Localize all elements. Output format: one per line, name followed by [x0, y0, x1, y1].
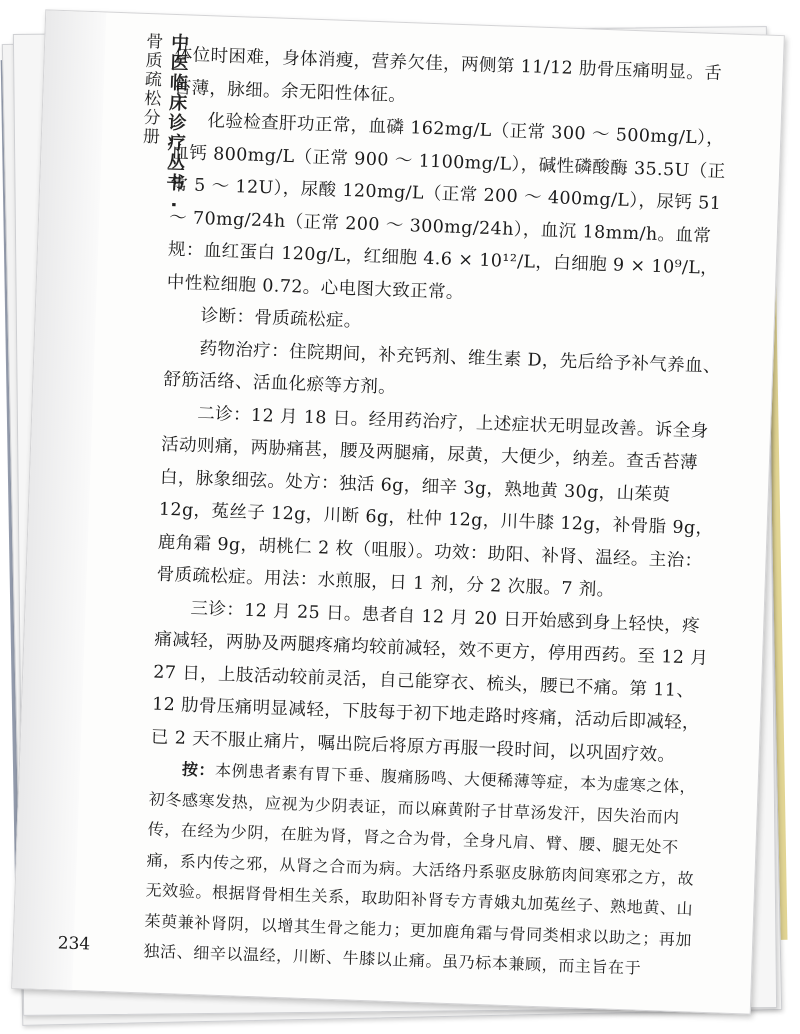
- running-head-subtitle: 骨质疏松分册: [138, 31, 163, 147]
- book-page: [11, 9, 785, 1014]
- paragraph: 二诊：12 月 18 日。经用药治疗，上述症状无明显改善。诉全身活动则痛，两胁痛甚，腰及两腿痛，尿黄，大便少，纳差。查舌苔薄白，脉象细弦。处方：独活 6g，细辛 3g，熟地黄 30g，山茱萸 12g，菟丝子 12g，川断 6g，杜仲 12g，川牛膝 12g，补骨脂 9g，鹿角霜 9g，胡桃仁 2 枚（咀服）。功效：助阳、补肾、温经。主治：骨质疏松症。用法：水煎服，日 1 剂，分 2 次服。7 剂。: [156, 403, 714, 601]
- note-text: 本例患者素有胃下垂、腹痛肠鸣、大便稀薄等症，本为虚寒之体，初冬感寒发热，应视为少阴表证，而以麻黄附子甘草汤发汗，因失治而内传，在经为少阴，在脏为肾，肾之合为骨，全身凡肩、臂、腰、腿无处不痛，系内传之邪，从肾之合而为病。大活络丹系驱皮脉筋肉间寒邪之方，故无效验。根据肾骨相生关系，取助阳补肾专方青娥丸加菟丝子、熟地黄、山茱萸兼补肾阴，以增其生骨之能力；更加鹿角霜与骨同类相求以助之；再加独活、细辛以温经，川断、牛膝以止痛。虽乃标本兼顾，而主旨在于: [143, 760, 697, 978]
- page-body: [143, 39, 735, 986]
- commentary-note: [143, 754, 710, 987]
- paragraph: 药物治疗：住院期间，补充钙剂、维生素 D，先后给予补气养血、舒筋活络、活血化瘀等方剂。: [163, 338, 722, 398]
- page-number: 234: [57, 933, 91, 955]
- paragraph: 化验检查肝功正常，血磷 162mg/L（正常 300 ～ 500mg/L），血钙 800mg/L（正常 900 ～ 1100mg/L），碱性磷酸酶 35.5U（正常 5 ～ 12U），尿酸 120mg/L（正常 200 ～ 400mg/L），尿钙 51 ～ 70mg/24h（正常 200 ～ 300mg/24h），血沉 18mm/h。血常规：血红蛋白 120g/L，红细胞 4.6 × 10¹²/L，白细胞 9 × 10⁹/L，中性粒细胞 0.72。心电图大致正常。: [166, 111, 726, 303]
- running-head-title: 中医临床诊疗丛书 ·: [162, 32, 190, 211]
- paragraph: 三诊：12 月 25 日。患者自 12 月 20 日开始感到身上轻快，疼痛减轻，两胁及两腿疼痛均较前减轻，效不更方，停用西药。至 12 月 27 日，上肢活动较前灵活，自己能穿衣、梳头，腰已不痛。第 11、12 肋骨压痛明显减轻，下肢每于初下地走路时疼痛，活动后即减轻，已 2 天不服止痛片，嘱出院后将原方再服一段时间，以巩固疗效。: [150, 598, 709, 766]
- paragraph: 体位时困难，身体消瘦，营养欠佳，两侧第 11/12 肋骨压痛明显。舌苔薄，脉细。余无阳性体征。: [173, 44, 723, 106]
- paragraph: 诊断：骨质疏松症。: [200, 306, 363, 332]
- note-label: 按：: [181, 759, 216, 780]
